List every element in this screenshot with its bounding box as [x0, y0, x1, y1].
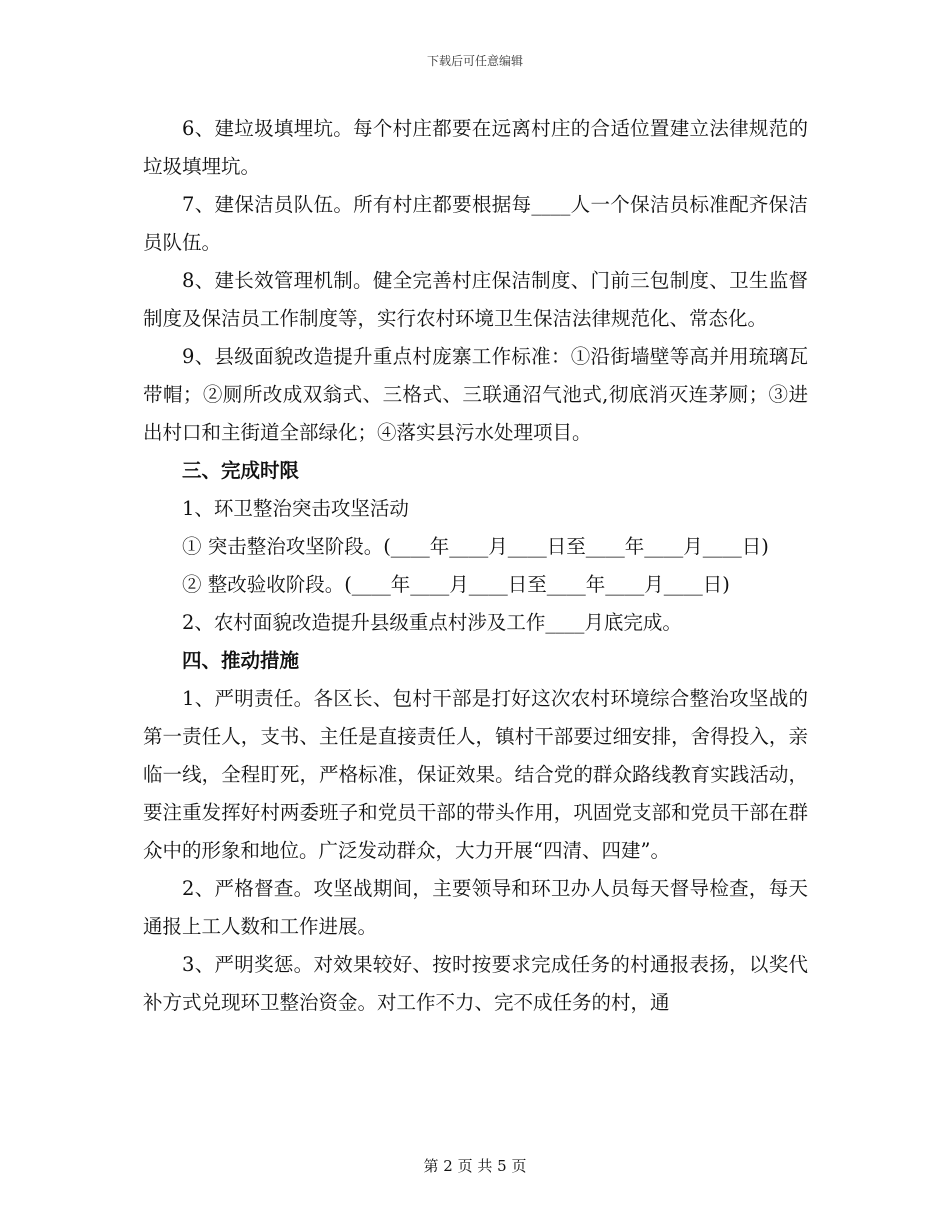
paragraph-stage-1: ① 突击整治攻坚阶段。(____年____月____日至____年____月____日) — [182, 535, 769, 558]
document-body — [143, 110, 808, 1022]
paragraph-sub-1-campaign: 1、环卫整治突击攻坚活动 — [182, 497, 409, 520]
paragraph-measure-3-rewards: 3、严明奖惩。对效果较好、按时按要求完成任务的村通报表扬，以奖代补方式兑现环卫整治资金。对工作不力、完不成任务的村，通 — [143, 953, 808, 1014]
section-heading-measures: 四、推动措施 — [182, 649, 300, 672]
page-number-footer: 第 2 页 共 5 页 — [423, 1157, 527, 1175]
page-header-note: 下载后可任意编辑 — [426, 54, 523, 68]
paragraph-item-7-cleaners: 7、建保洁员队伍。所有村庄都要根据每____人一个保洁员标准配齐保洁员队伍。 — [143, 193, 808, 254]
paragraph-item-8-mechanism: 8、建长效管理机制。健全完善村庄保洁制度、门前三包制度、卫生监督制度及保洁员工作制度等，实行农村环境卫生保洁法律规范化、常态化。 — [143, 269, 808, 330]
paragraph-item-6-landfill: 6、建垃圾填埋坑。每个村庄都要在远离村庄的合适位置建立法律规范的垃圾填埋坑。 — [143, 117, 808, 178]
paragraph-measure-2-supervision: 2、严格督查。攻坚战期间，主要领导和环卫办人员每天督导检查，每天通报上工人数和工作进展。 — [143, 877, 808, 938]
section-heading-deadline: 三、完成时限 — [182, 459, 300, 482]
paragraph-item-9-standards: 9、县级面貌改造提升重点村庞寨工作标准：①沿街墙壁等高并用琉璃瓦带帽；②厕所改成双翁式、三格式、三联通沼气池式,彻底消灭连茅厕；③进出村口和主街道全部绿化；④落实县污水处理项目。 — [143, 345, 808, 444]
paragraph-measure-1-responsibility: 1、严明责任。各区长、包村干部是打好这次农村环境综合整治攻坚战的第一责任人，支书、主任是直接责任人，镇村干部要过细安排，舍得投入，亲临一线，全程盯死，严格标准，保证效果。结合党的群众路线教育实践活动，要注重发挥好村两委班子和党员干部的带头作用，巩固党支部和党员干部在群众中的形象和地位。广泛发动群众，大力开展“四清、四建”。 — [143, 687, 808, 862]
paragraph-stage-2: ② 整改验收阶段。(____年____月____日至____年____月____日) — [182, 573, 730, 596]
paragraph-sub-2-completion: 2、农村面貌改造提升县级重点村涉及工作____月底完成。 — [182, 611, 682, 634]
